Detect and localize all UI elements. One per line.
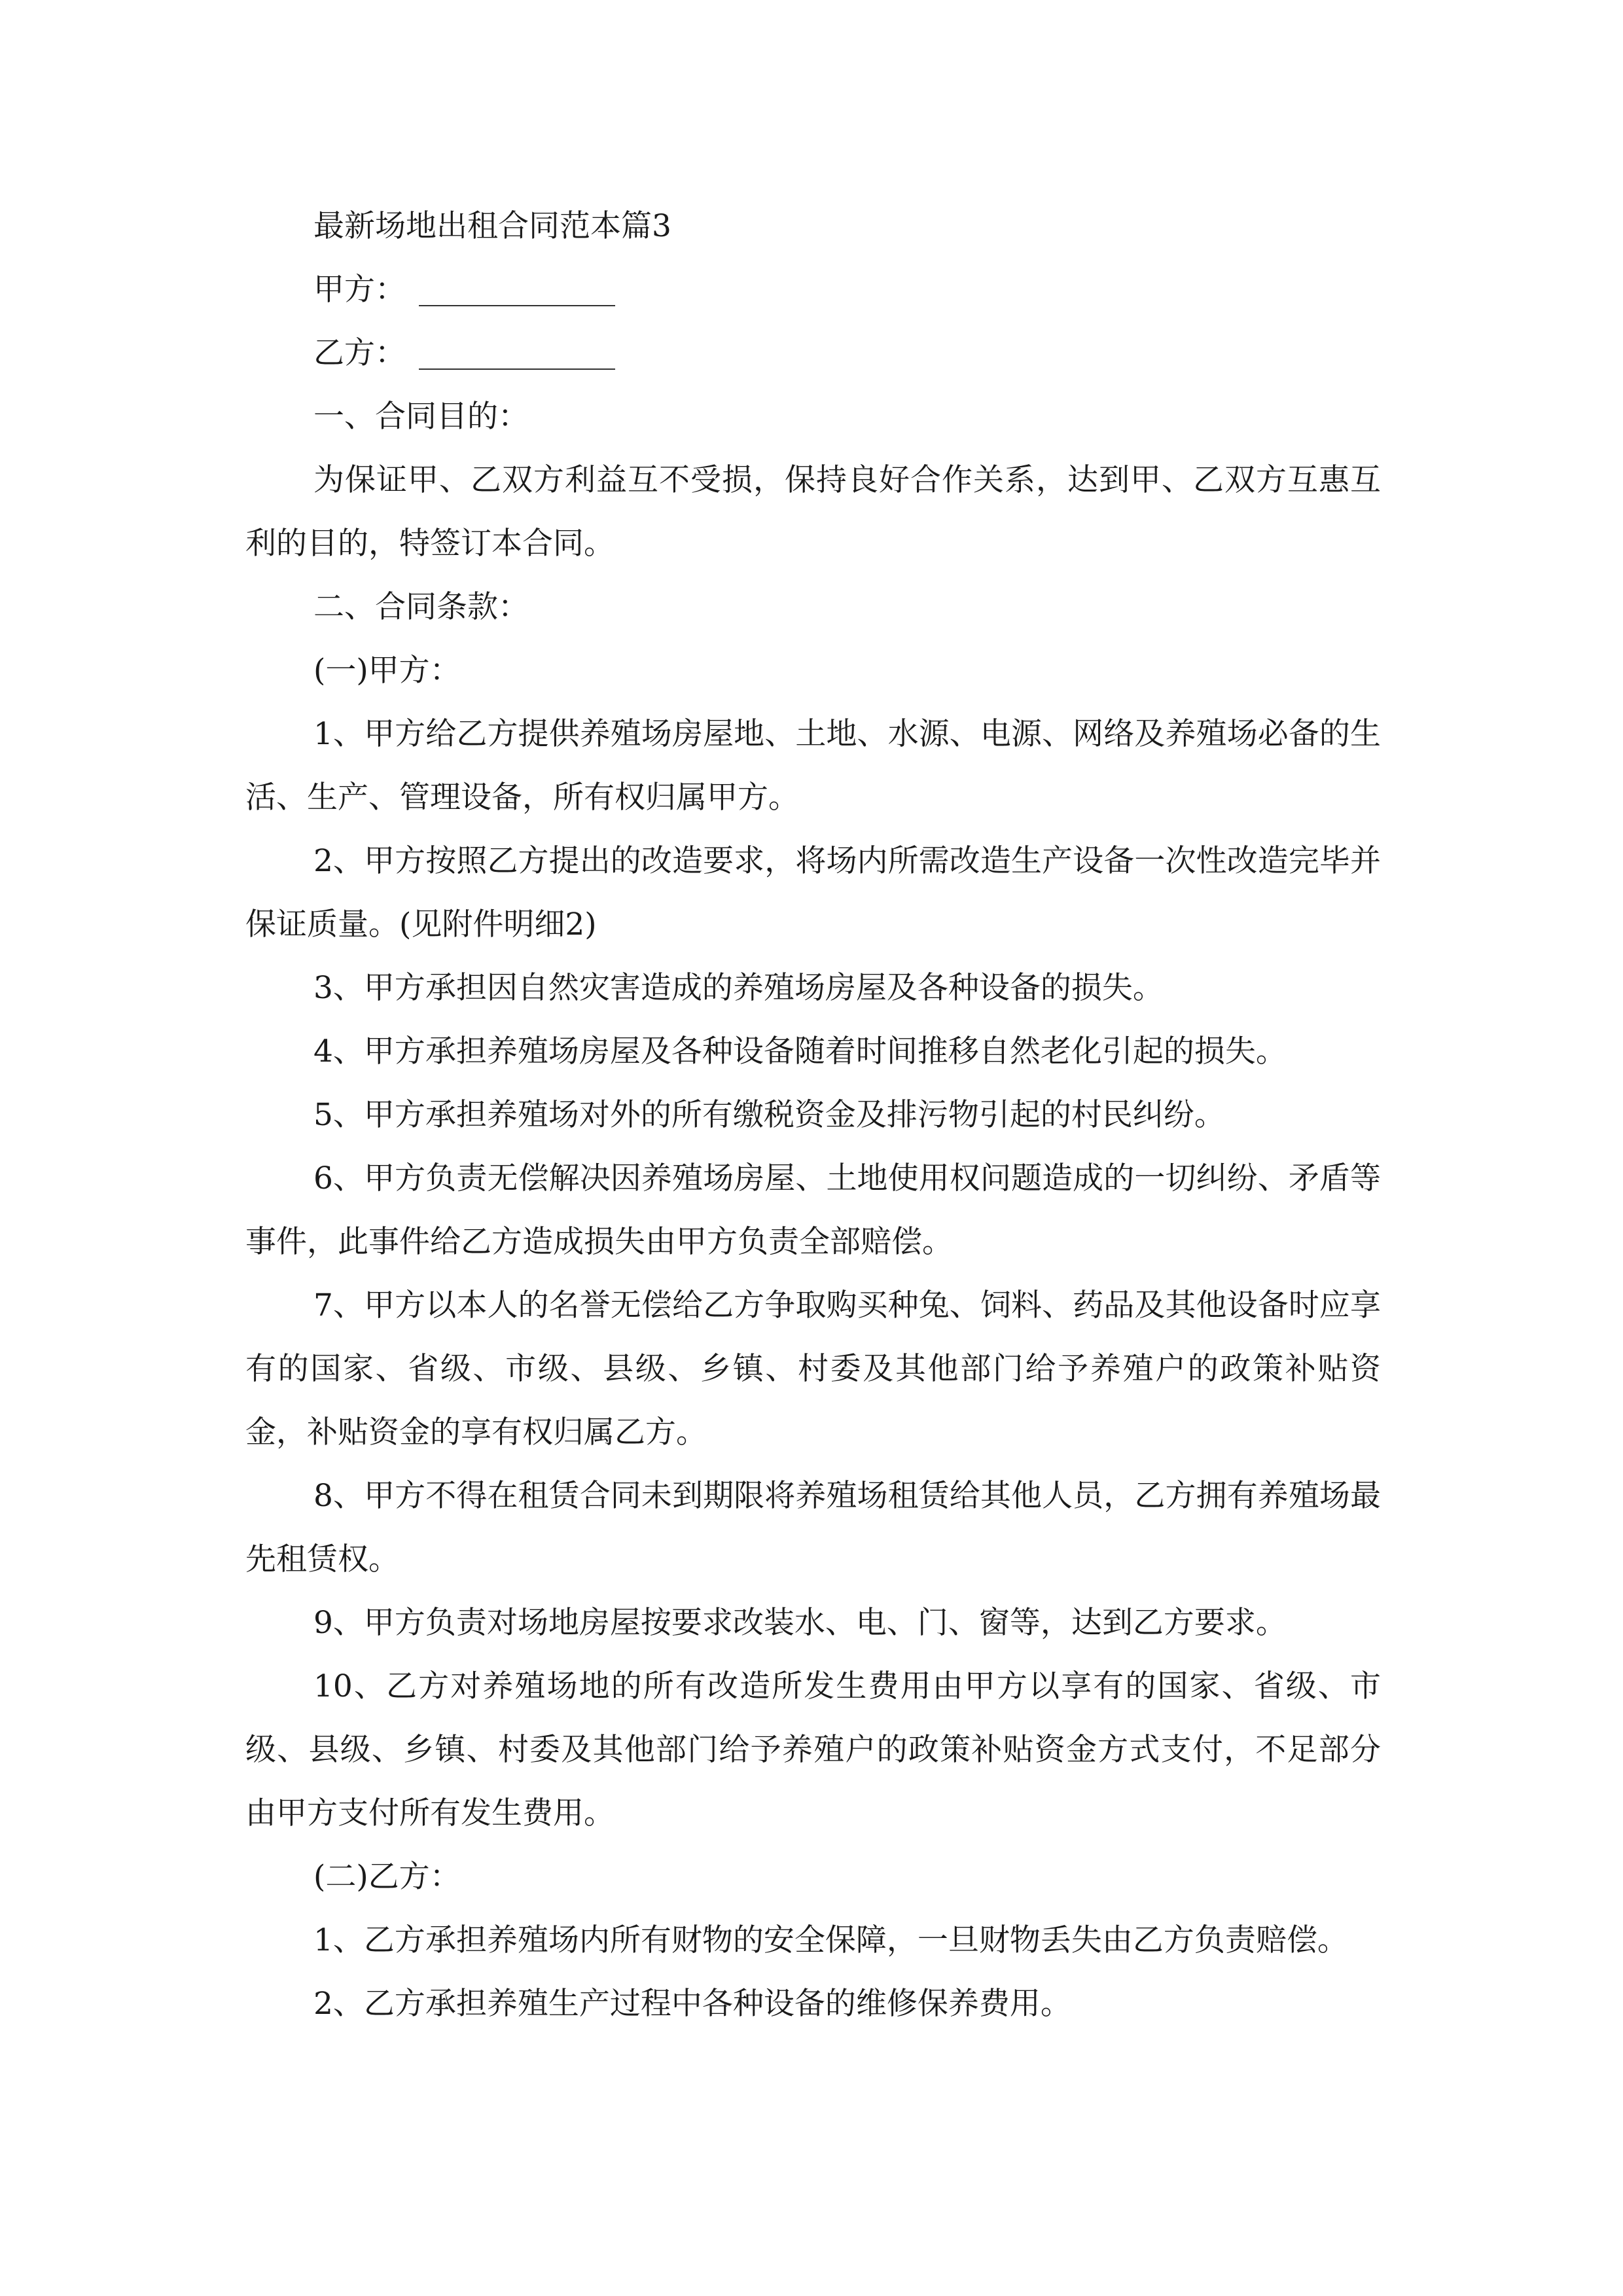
party-b-clause-1: 1、乙方承担养殖场内所有财物的安全保障，一旦财物丢失由乙方负责赔偿。 [313, 1922, 1348, 1958]
document-title: 最新场地出租合同范本篇3 [313, 208, 671, 244]
party-a-clause-6: 6、甲方负责无偿解决因养殖场房屋、土地使用权问题造成的一切纠纷、矛盾等事件，此事件给乙方造成损失由甲方负责全部赔偿。 [245, 1160, 1381, 1260]
section-1-heading: 一、合同目的： [313, 399, 529, 435]
section-2-heading: 二、合同条款： [313, 589, 529, 625]
party-a-clause-10: 10、乙方对养殖场地的所有改造所发生费用由甲方以享有的国家、省级、市级、县级、乡镇、村委及其他部门给予养殖户的政策补贴资金方式支付，不足部分由甲方支付所有发生费用。 [245, 1668, 1381, 1831]
party-a-clause-4: 4、甲方承担养殖场房屋及各种设备随着时间推移自然老化引起的损失。 [313, 1033, 1287, 1069]
party-a-clause-8: 8、甲方不得在租赁合同未到期限将养殖场租赁给其他人员，乙方拥有养殖场最先租赁权。 [245, 1478, 1381, 1577]
section-1-body: 为保证甲、乙双方利益互不受损，保持良好合作关系，达到甲、乙双方互惠互利的目的，特签订本合同。 [245, 462, 1381, 562]
sub-a-heading: (一)甲方： [313, 653, 461, 689]
party-b-field [245, 321, 1381, 385]
party-a-field [245, 258, 1381, 321]
party-b-blank [419, 329, 615, 370]
party-a-clause-5: 5、甲方承担养殖场对外的所有缴税资金及排污物引起的村民纠纷。 [313, 1097, 1225, 1133]
party-a-clause-2: 2、甲方按照乙方提出的改造要求，将场内所需改造生产设备一次性改造完毕并保证质量。(见附件明细2) [245, 843, 1381, 942]
party-a-clause-9: 9、甲方负责对场地房屋按要求改装水、电、门、窗等，达到乙方要求。 [313, 1605, 1287, 1641]
document-body [245, 194, 1381, 2036]
party-a-label: 甲方： [313, 272, 406, 308]
party-a-clause-3: 3、甲方承担因自然灾害造成的养殖场房屋及各种设备的损失。 [313, 970, 1164, 1006]
party-a-blank [419, 266, 615, 306]
party-b-clause-2: 2、乙方承担养殖生产过程中各种设备的维修保养费用。 [313, 1986, 1071, 2022]
sub-b-heading: (二)乙方： [313, 1859, 461, 1895]
party-b-label: 乙方： [313, 335, 406, 371]
party-a-clause-7: 7、甲方以本人的名誉无偿给乙方争取购买种兔、饲料、药品及其他设备时应享有的国家、省级、市级、县级、乡镇、村委及其他部门给予养殖户的政策补贴资金，补贴资金的享有权归属乙方。 [245, 1287, 1381, 1450]
party-a-clause-1: 1、甲方给乙方提供养殖场房屋地、土地、水源、电源、网络及养殖场必备的生活、生产、管理设备，所有权归属甲方。 [245, 716, 1381, 816]
